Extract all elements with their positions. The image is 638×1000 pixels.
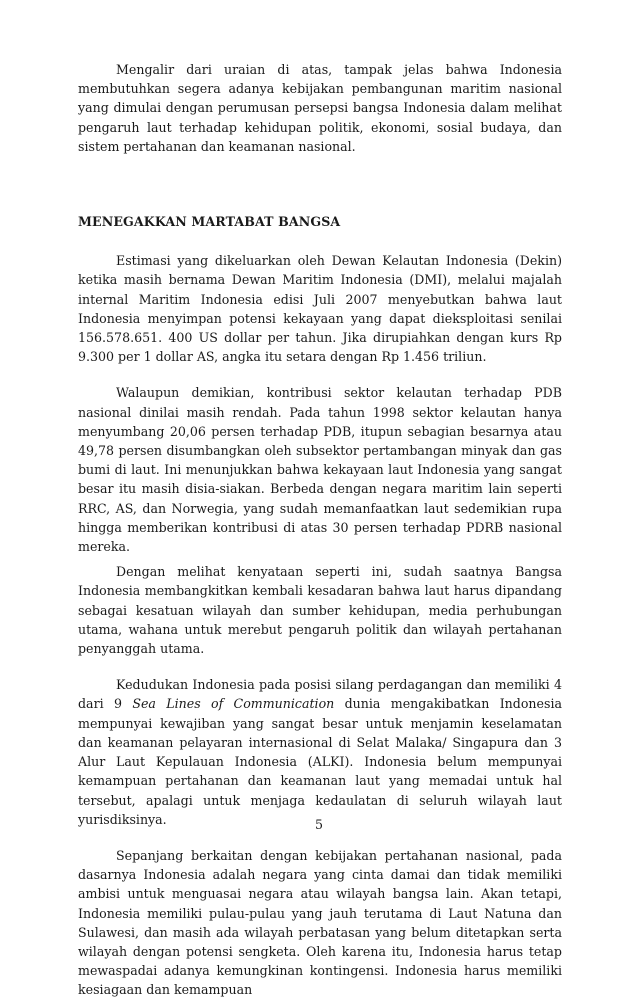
paragraph-kontribusi: Walaupun demikian, kontribusi sektor kelautan terhadap PDB nasional dinilai masih rendah. Pada tahun 1998 sektor kelautan hanya menyumbang 20,06 persen terhadap PDB, itupun sebagian besarnya atau 49,78 persen disumbangkan oleh subsektor pertambangan minyak dan gas bumi di laut. Ini menunjukkan bahwa kekayaan laut Indonesia yang sangat besar itu masih disia-siakan. Berbeda dengan negara maritim lain seperti RRC, AS, dan Norwegia, yang sudah memanfaatkan laut sedemikian rupa hingga memberikan kontribusi di atas 30 persen terhadap PDRB nasional mereka. bbox=[78, 385, 562, 555]
paragraph-kedudukan-start: Kedudukan Indonesia pada posisi silang perdagangan dan memiliki 4 dari 9 bbox=[78, 677, 562, 712]
paragraph-kedudukan bbox=[78, 675, 562, 829]
page-number: 5 bbox=[314, 817, 323, 832]
paragraph-pertahanan: Sepanjang berkaitan dengan kebijakan pertahanan nasional, pada dasarnya Indonesia adalah negara yang cinta damai dan tidak memiliki ambisi untuk menguasai negara atau wilayah bangsa lain. Akan tetapi, Indonesia memiliki pulau-pulau yang jauh terutama di Laut Natuna dan Sulawesi, dan masih ada wilayah perbatasan yang belum ditetapkan serta wilayah dengan potensi sengketa. Oleh karena itu, Indonesia harus tetap mewaspadai adanya kemungkinan kontingensi. Indonesia harus memiliki kesiagaan dan kemampuan bbox=[78, 847, 562, 998]
spacer bbox=[78, 366, 562, 383]
sea-lines-italic: Sea Lines of Communication bbox=[132, 696, 335, 712]
section-heading: MENEGAKKAN MARTABAT BANGSA bbox=[78, 214, 341, 230]
spacer bbox=[78, 156, 562, 212]
paragraph-kedudukan-end: dunia mengakibatkan Indonesia mempunyai kewajiban yang sangat besar untuk menjamin keselamatan dan keamanan pelayaran internasional di Selat Malaka/ Singapura dan 3 Alur Laut Kepulauan Indonesia (ALKI). Indonesia belum mempunyai kemampuan pertahanan dan keamanan laut yang memadai untuk hal tersebut, apalagi untuk menjaga kedaulatan di seluruh wilayah laut yurisdiksinya. bbox=[78, 696, 562, 827]
paragraph-estimasi: Estimasi yang dikeluarkan oleh Dewan Kelautan Indonesia (Dekin) ketika masih bernama Dewan Maritim Indonesia (DMI), melalui majalah internal Maritim Indonesia edisi Juli 2007 menyebutkan bahwa laut Indonesia menyimpan potensi kekayaan yang dapat dieksploitasi senilai 156.578.651. 400 US dollar per tahun. Jika dirupiahkan dengan kurs Rp 9.300 per 1 dollar AS, angka itu setara dengan Rp 1.456 triliun. bbox=[78, 253, 562, 365]
paragraph-intro: Mengalir dari uraian di atas, tampak jelas bahwa Indonesia membutuhkan segera adanya kebijakan pembangunan maritim nasional yang dimulai dengan perumusan persepsi bangsa Indonesia dalam melihat pengaruh laut terhadap kehidupan politik, ekonomi, sosial budaya, dan sistem pertahanan dan keamanan nasional. bbox=[78, 62, 562, 154]
spacer bbox=[78, 231, 562, 251]
document-page bbox=[78, 60, 562, 1000]
paragraph-kesadaran: Dengan melihat kenyataan seperti ini, sudah saatnya Bangsa Indonesia membangkitkan kembali kesadaran bahwa laut harus dipandang sebagai kesatuan wilayah dan sumber kehidupan, media perhubungan utama, wahana untuk merebut pengaruh politik dan wilayah pertahanan penyanggah utama. bbox=[78, 564, 562, 657]
spacer bbox=[78, 658, 562, 675]
